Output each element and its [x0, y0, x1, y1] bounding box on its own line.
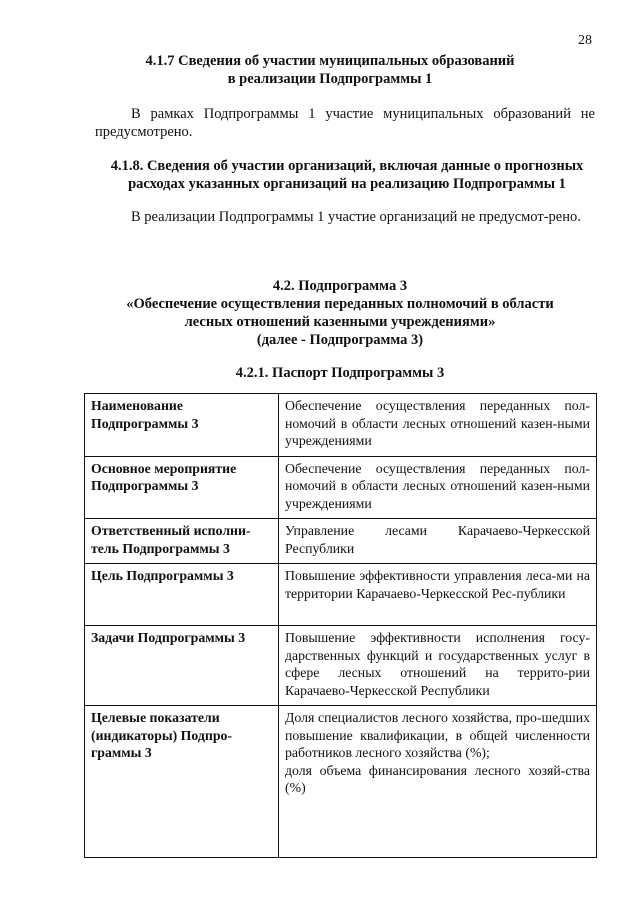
section-4-1-8-heading	[92, 157, 602, 193]
table-row	[85, 456, 597, 519]
row-label: Ответственный исполни-тель Подпрограммы 3	[85, 519, 279, 564]
row-value: Обеспечение осуществления переданных пол-номочий в области лесных отношений казен-ными учреждениями	[279, 456, 597, 519]
row-label: Целевые показатели (индикаторы) Подпро-граммы 3	[85, 706, 279, 858]
heading-line: в реализации Подпрограммы 1	[227, 71, 433, 87]
indicator-line: доля объема финансирования лесного хозяй-ства (%)	[285, 762, 590, 795]
heading-line: 4.2. Подпрограмма 3	[272, 278, 408, 294]
heading-line: 4.1.8. Сведения об участии организаций, включая данные о прогнозных	[110, 158, 584, 174]
table-row	[85, 706, 597, 858]
row-label: Наименование Подпрограммы 3	[85, 394, 279, 457]
heading-line: лесных отношений казенными учреждениями»	[184, 314, 496, 330]
row-value	[279, 706, 597, 858]
passport-title: 4.2.1. Паспорт Подпрограммы 3	[235, 365, 445, 381]
table-row	[85, 394, 597, 457]
indicator-line: Доля специалистов лесного хозяйства, про-шедших повышение квалификации, в общей численности работников лесного хозяйства (%);	[285, 710, 590, 760]
table-row	[85, 564, 597, 626]
row-label: Задачи Подпрограммы 3	[85, 626, 279, 706]
heading-line: (далее - Подпрограмма 3)	[256, 332, 424, 348]
page-number: 28	[578, 33, 592, 48]
table-row	[85, 626, 597, 706]
row-value: Управление лесами Карачаево-Черкесской Республики	[279, 519, 597, 564]
section-4-1-7-heading	[110, 52, 550, 88]
passport-table	[84, 393, 597, 858]
row-label: Основное мероприятие Подпрограммы 3	[85, 456, 279, 519]
table-row	[85, 519, 597, 564]
section-4-1-8-text: В реализации Подпрограммы 1 участие организаций не предусмот-рено.	[131, 209, 581, 225]
heading-line: 4.1.7 Сведения об участии муниципальных образований	[145, 53, 515, 69]
subprogram-3-heading	[100, 277, 580, 349]
section-4-1-7-text: В рамках Подпрограммы 1 участие муниципальных образований не предусмотрено.	[95, 106, 595, 140]
heading-line: расходах указанных организаций на реализацию Подпрограммы 1	[128, 176, 566, 192]
row-value: Повышение эффективности исполнения госу-дарственных функций и государственных услуг в сфере лесных отношений на террито-рии Карачаево-Черкесской Республики	[279, 626, 597, 706]
row-value: Повышение эффективности управления леса-ми на территории Карачаево-Черкесской Рес-публики	[279, 564, 597, 626]
heading-line: «Обеспечение осуществления переданных полномочий в области	[126, 296, 554, 312]
row-label: Цель Подпрограммы 3	[85, 564, 279, 626]
row-value: Обеспечение осуществления переданных пол-номочий в области лесных отношений казен-ными учреждениями	[279, 394, 597, 457]
